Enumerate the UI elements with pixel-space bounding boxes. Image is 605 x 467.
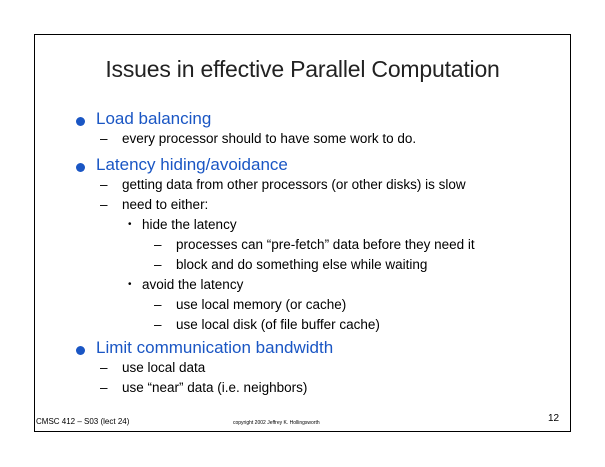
dash-marker: – (154, 317, 162, 332)
bullet-dot-1 (76, 117, 85, 126)
dot-marker: • (128, 279, 132, 290)
sub-item-local-data (100, 360, 205, 375)
bullet-dot-2 (76, 163, 85, 172)
dash-marker: – (154, 297, 162, 312)
bullet-latency-hiding: Latency hiding/avoidance (96, 155, 288, 174)
item-text: use local memory (or cache) (176, 297, 347, 312)
subsub-text: avoid the latency (142, 277, 244, 292)
subsub-avoid (128, 277, 243, 292)
subsub-hide (128, 217, 237, 232)
slide-title: Issues in effective Parallel Computation (105, 56, 500, 82)
dot-marker: • (128, 219, 132, 230)
dash-marker: – (100, 360, 108, 375)
dash-marker: – (154, 237, 162, 252)
sub-item-text: getting data from other processors (or other disks) is slow (122, 177, 466, 192)
subsub-text: hide the latency (142, 217, 237, 232)
sub-item-work (100, 131, 416, 146)
dash-marker: – (100, 131, 108, 146)
dash-marker: – (100, 177, 108, 192)
dash-marker: – (100, 197, 108, 212)
bullet-dot-3 (76, 346, 85, 355)
bullet-load-balancing: Load balancing (96, 109, 212, 128)
bullet-limit-bandwidth: Limit communication bandwidth (96, 338, 334, 357)
sub-item-slow (100, 177, 466, 192)
sub-item-near-data (100, 380, 307, 395)
sub-item-text: need to either: (122, 197, 209, 212)
item-local-memory (154, 297, 346, 312)
dash-marker: – (154, 257, 162, 272)
page-number: 12 (548, 413, 560, 424)
item-block (154, 257, 427, 272)
sub-item-text: use local data (122, 360, 206, 375)
sub-item-text: every processor should to have some work to do. (122, 131, 417, 146)
footer-course: CMSC 412 – S03 (lect 24) (36, 417, 130, 426)
sub-item-need (100, 197, 208, 212)
sub-item-text: use “near” data (i.e. neighbors) (122, 380, 308, 395)
dash-marker: – (100, 380, 108, 395)
item-local-disk (154, 317, 380, 332)
footer-copyright: copyright 2002 Jeffrey K. Hollingsworth (233, 420, 320, 426)
item-prefetch (154, 237, 475, 252)
item-text: block and do something else while waiting (176, 257, 428, 272)
item-text: processes can “pre-fetch” data before they need it (176, 237, 475, 252)
item-text: use local disk (of file buffer cache) (176, 317, 380, 332)
